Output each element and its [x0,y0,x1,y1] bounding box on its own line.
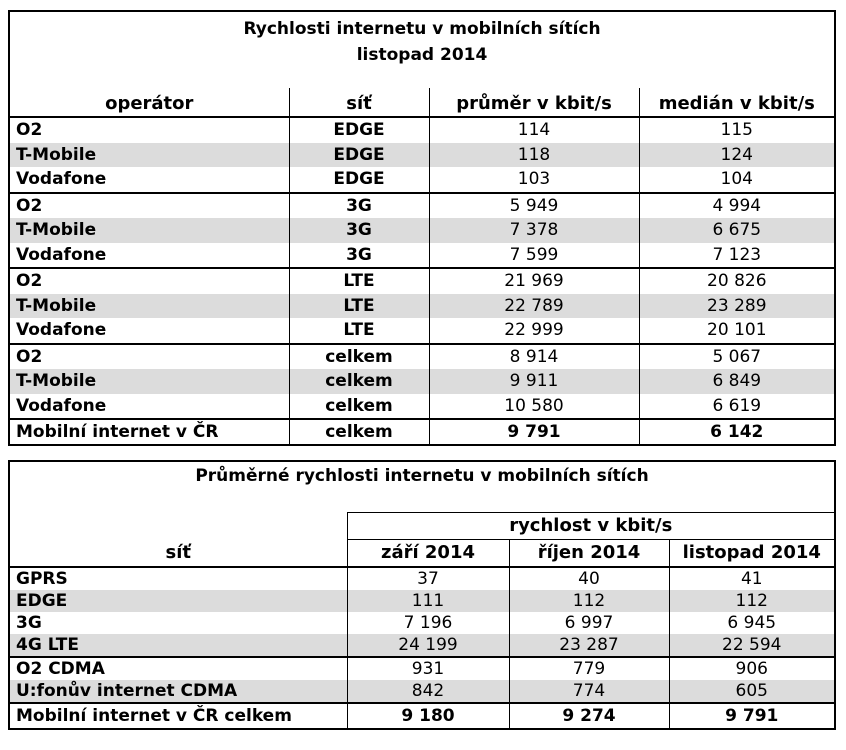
cell-median: 6 675 [639,218,835,243]
table-row [9,218,835,243]
header-month-nov: listopad 2014 [669,540,835,568]
cell-network: LTE [289,268,429,294]
cell-network: 3G [289,243,429,269]
cell-median: 7 123 [639,243,835,269]
cell-median: 20 101 [639,318,835,344]
cell-operator: T-Mobile [9,294,289,319]
table2-title: Průměrné rychlosti internetu v mobilních sítích [195,466,649,486]
table-row [9,590,835,612]
cell-average: 5 949 [429,193,639,219]
header-average: průměr v kbit/s [429,88,639,117]
table2-total-row [9,703,835,729]
table-row [9,657,835,680]
header-network: síť [289,88,429,117]
cell-nov: 605 [669,680,835,703]
table-row [9,117,835,143]
table1-title-line1: Rychlosti internetu v mobilních sítích [243,19,601,39]
cell-operator: O2 [9,117,289,143]
header-operator: operátor [9,88,289,117]
header-month-sep: září 2014 [347,540,509,568]
cell-network: 3G [16,613,42,633]
total-network: celkem [289,419,429,445]
cell-oct: 112 [509,590,669,612]
cell-average: 114 [429,117,639,143]
header-month-oct: říjen 2014 [509,540,669,568]
group-header-speed: rychlost v kbit/s [347,513,835,540]
table1-header-row [9,88,835,117]
cell-average: 21 969 [429,268,639,294]
cell-median: 124 [639,143,835,168]
cell-nov: 6 945 [669,612,835,634]
total-median: 6 142 [639,419,835,445]
cell-average: 103 [429,167,639,193]
cell-operator: Vodafone [16,169,107,190]
cell-operator: O2 [9,268,289,294]
cell-operator: Vodafone [16,244,107,265]
cell-sep: 37 [347,567,509,590]
cell-median: 104 [639,167,835,193]
cell-network: 4G LTE [9,634,347,657]
cell-network: O2 CDMA [9,657,347,680]
cell-network: U:fonův internet CDMA [9,680,347,703]
cell-median: 20 826 [639,268,835,294]
cell-network: celkem [289,369,429,394]
cell-operator: Vodafone [16,320,107,341]
cell-operator: O2 [9,193,289,219]
mobile-speed-table [8,10,836,446]
cell-average: 7 599 [429,243,639,269]
total-label: Mobilní internet v ČR [9,419,289,445]
table-row [9,268,835,294]
cell-network: 3G [289,193,429,219]
cell-network: LTE [289,318,429,344]
cell-median: 115 [639,117,835,143]
cell-network: celkem [289,344,429,370]
table-row [9,612,835,634]
table-row [9,634,835,657]
table-row [9,318,835,344]
cell-average: 8 914 [429,344,639,370]
group-spacer [9,513,347,540]
cell-network: GPRS [16,569,68,589]
table-row [9,294,835,319]
cell-operator: Vodafone [16,395,107,416]
cell-sep: 7 196 [347,612,509,634]
cell-operator: T-Mobile [9,218,289,243]
cell-operator: T-Mobile [9,143,289,168]
cell-network: 3G [289,218,429,243]
header-median: medián v kbit/s [639,88,835,117]
table2-header-row [9,540,835,568]
table-row [9,680,835,703]
cell-oct: 779 [509,657,669,680]
cell-median: 23 289 [639,294,835,319]
table-row [9,243,835,269]
cell-nov: 22 594 [669,634,835,657]
cell-oct: 774 [509,680,669,703]
cell-network: EDGE [289,117,429,143]
cell-oct: 23 287 [509,634,669,657]
cell-average: 10 580 [429,394,639,420]
cell-sep: 842 [347,680,509,703]
cell-sep: 931 [347,657,509,680]
cell-network: EDGE [289,167,429,193]
cell-average: 118 [429,143,639,168]
table-row [9,193,835,219]
cell-median: 6 619 [639,394,835,420]
table1-title-line2: listopad 2014 [356,45,488,65]
total-average: 9 791 [429,419,639,445]
cell-nov: 41 [669,567,835,590]
average-speed-table [8,460,836,730]
cell-sep: 111 [347,590,509,612]
table-row [9,394,835,420]
table-row [9,167,835,193]
table-row [9,143,835,168]
table-row [9,369,835,394]
cell-operator: T-Mobile [9,369,289,394]
cell-nov: 112 [669,590,835,612]
cell-median: 4 994 [639,193,835,219]
cell-network: EDGE [9,590,347,612]
cell-network: celkem [289,394,429,420]
table1-title [9,11,835,88]
total2-sep: 9 180 [347,703,509,729]
table-row [9,344,835,370]
header-network2: síť [9,540,347,568]
table-row [9,567,835,590]
total2-label: Mobilní internet v ČR celkem [9,703,347,729]
cell-average: 22 999 [429,318,639,344]
total2-nov: 9 791 [669,703,835,729]
cell-median: 6 849 [639,369,835,394]
cell-median: 5 067 [639,344,835,370]
cell-network: LTE [289,294,429,319]
cell-average: 22 789 [429,294,639,319]
cell-average: 7 378 [429,218,639,243]
table1-total-row [9,419,835,445]
cell-network: EDGE [289,143,429,168]
cell-sep: 24 199 [347,634,509,657]
cell-average: 9 911 [429,369,639,394]
cell-nov: 906 [669,657,835,680]
cell-oct: 40 [509,567,669,590]
total2-oct: 9 274 [509,703,669,729]
cell-oct: 6 997 [509,612,669,634]
cell-operator: O2 [9,344,289,370]
